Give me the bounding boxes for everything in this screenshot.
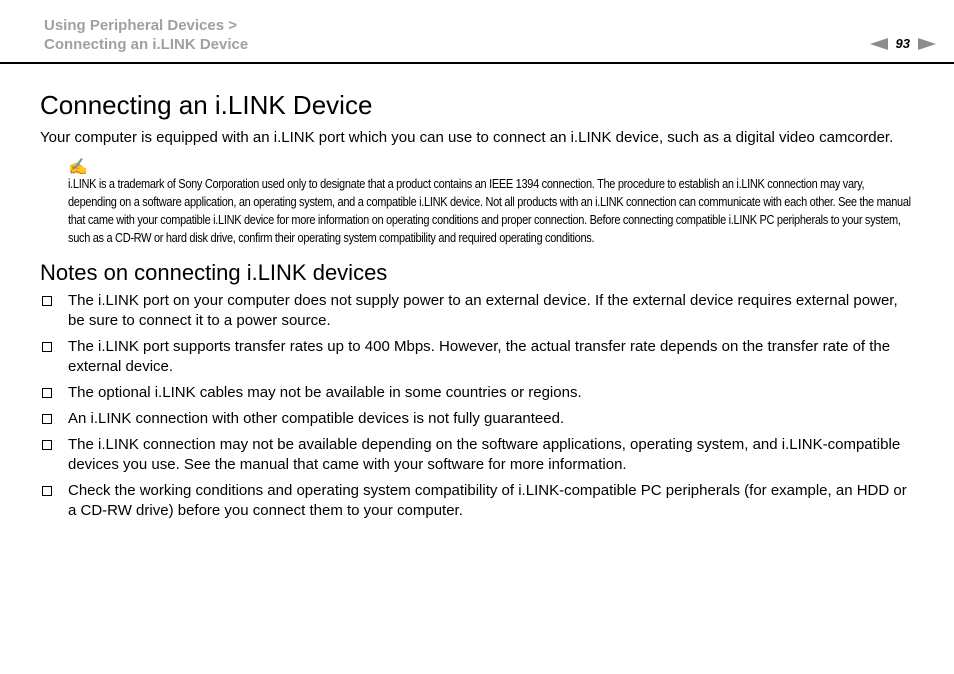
pager [870,36,936,51]
previous-page-arrow-icon[interactable] [870,38,888,50]
list-item [40,337,916,377]
checkbox-bullet-icon [42,342,52,352]
list-item-text: Check the working conditions and operating system compatibility of i.LINK-compatible PC peripherals (for example, an HDD or a CD-RW drive) before you connect them to your computer. [68,482,907,519]
page-title: Connecting an i.LINK Device [40,90,373,120]
checkbox-bullet-icon [42,414,52,424]
list-item-text: The i.LINK port supports transfer rates up to 400 Mbps. However, the actual transfer rate depends on the transfer rate of the external device. [68,338,891,375]
list-item [40,291,916,331]
note-block [68,161,916,247]
note-pencil-icon: ✍ [68,159,88,176]
list-item-text: The i.LINK connection may not be available depending on the software applications, operating system, and i.LINK-compatible devices you use. See the manual that came with your software for more information. [68,436,901,473]
notes-list [40,291,916,521]
main-content [40,88,916,527]
page-number: 93 [895,36,910,51]
checkbox-bullet-icon [42,388,52,398]
note-text: i.LINK is a trademark of Sony Corporation used only to designate that a product contains an IEEE 1394 connection. The procedure to establish an i.LINK connection may vary, depending on a software application, an operating system, and a compatible i.LINK device. Not all products with an i.LINK connection can communicate with each other. See the manual that came with your compatible i.LINK device for more information on operating conditions and proper connection. Before connecting compatible i.LINK PC peripherals to your system, such as a CD-RW or hard disk drive, confirm their operating system compatibility and required operating conditions. [68,177,911,245]
checkbox-bullet-icon [42,440,52,450]
list-item [40,435,916,475]
list-item-text: An i.LINK connection with other compatible devices is not fully guaranteed. [68,410,565,427]
list-item-text: The i.LINK port on your computer does not supply power to an external device. If the external device requires external power, be sure to connect it to a power source. [68,292,898,329]
list-item-text: The optional i.LINK cables may not be available in some countries or regions. [68,384,582,401]
breadcrumb [44,16,248,54]
list-item [40,481,916,521]
checkbox-bullet-icon [42,486,52,496]
checkbox-bullet-icon [42,296,52,306]
list-item [40,409,916,429]
breadcrumb-parent[interactable]: Using Peripheral Devices > [44,17,238,34]
section-title: Notes on connecting i.LINK devices [40,260,388,285]
next-page-arrow-icon[interactable] [918,38,936,50]
page-header [0,0,954,64]
breadcrumb-current: Connecting an i.LINK Device [44,36,249,53]
intro-paragraph: Your computer is equipped with an i.LINK port which you can use to connect an i.LINK device, such as a digital video camcorder. [40,129,894,146]
list-item [40,383,916,403]
